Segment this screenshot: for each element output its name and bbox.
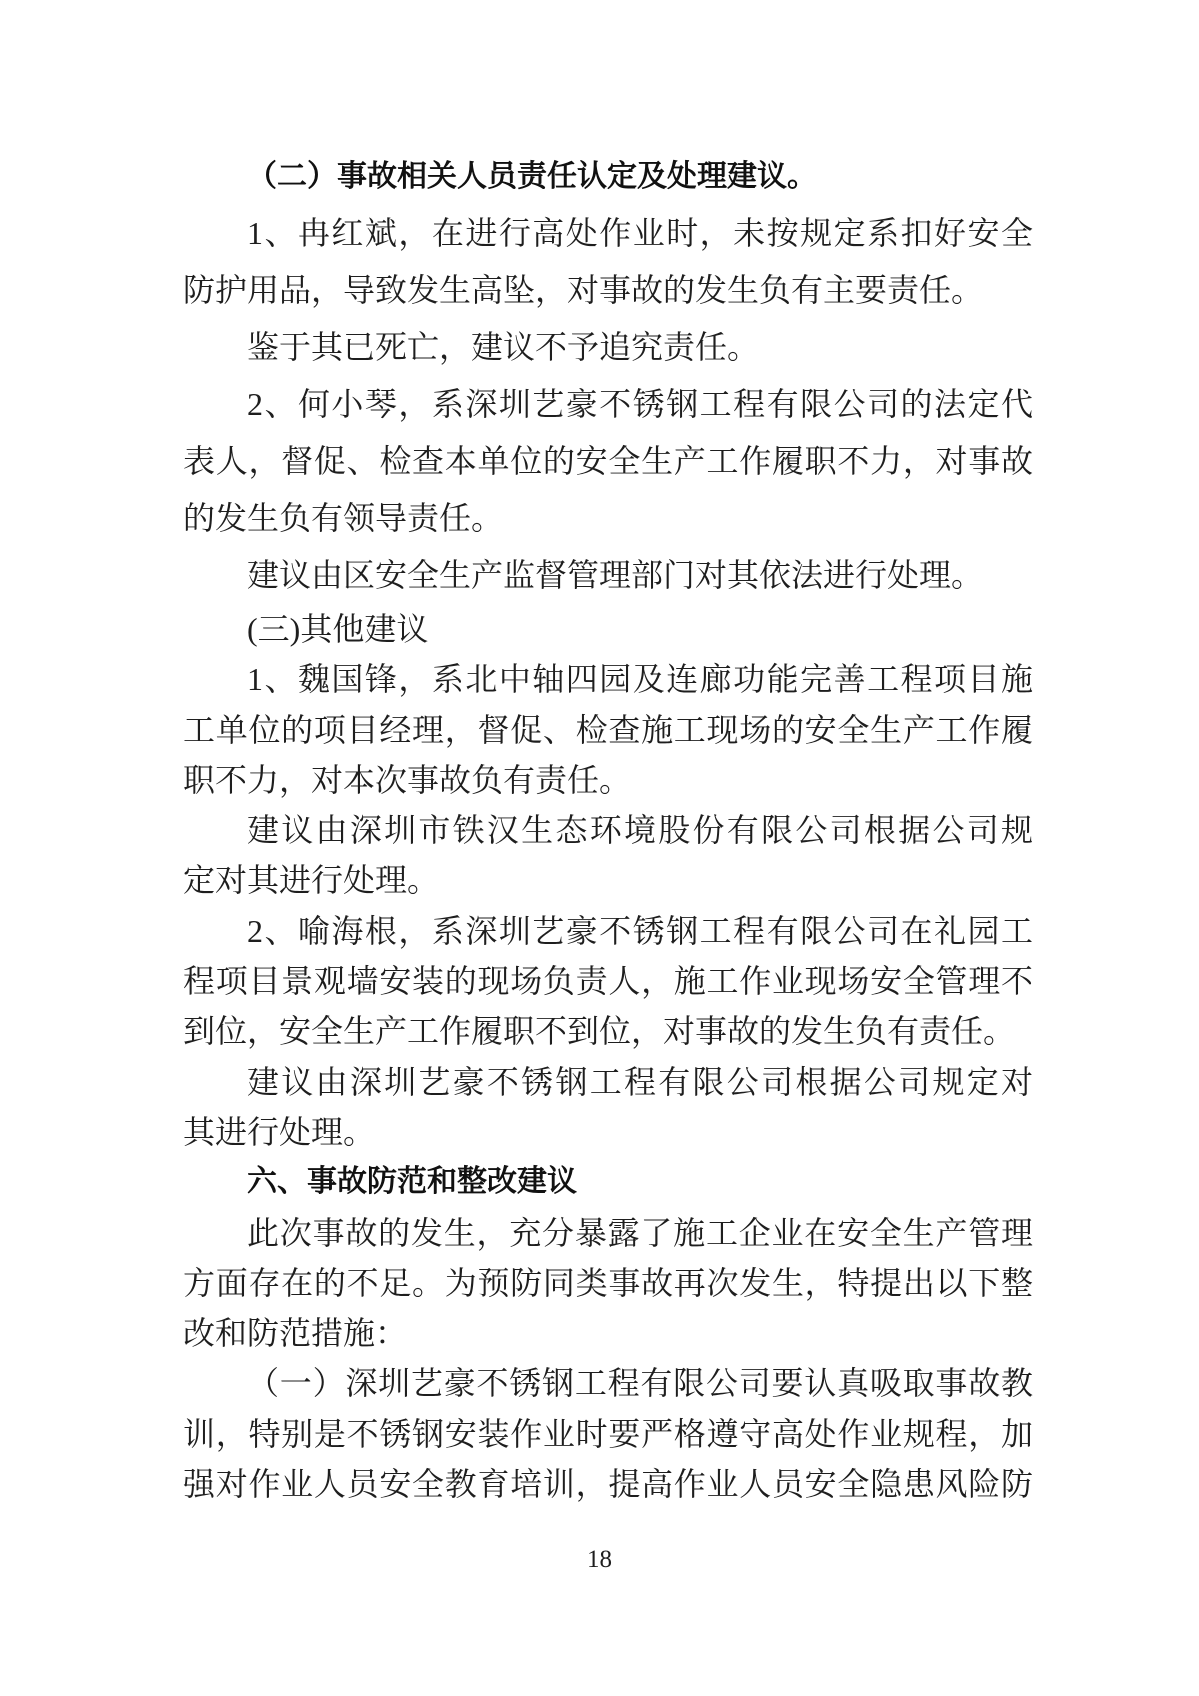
text-line: 防护用品，导致发生高坠，对事故的发生负有主要责任。 <box>183 272 984 308</box>
text-line: 此次事故的发生，充分暴露了施工企业在安全生产管理 <box>247 1214 1033 1251</box>
text-line: 到位，安全生产工作履职不到位，对事故的发生负有责任。 <box>183 1013 1016 1050</box>
text-line: 建议由深圳市铁汉生态环境股份有限公司根据公司规 <box>247 812 1033 849</box>
text-line: 2、喻海根，系深圳艺豪不锈钢工程有限公司在礼园工 <box>247 912 1033 949</box>
body-paragraph <box>183 319 1033 376</box>
text-line: 建议由区安全生产监督管理部门对其依法进行处理。 <box>247 557 984 593</box>
body-paragraph <box>183 1358 1033 1509</box>
text-line: 程项目景观墙安装的现场负责人，施工作业现场安全管理不 <box>183 963 1033 1000</box>
heading-line: 六、事故防范和整改建议 <box>247 1165 577 1199</box>
text-line: 1、魏国锋，系北中轴四园及连廊功能完善工程项目施 <box>247 661 1033 698</box>
text-line: （一）深圳艺豪不锈钢工程有限公司要认真吸取事故教 <box>247 1365 1033 1402</box>
body-paragraph <box>183 604 1033 654</box>
body-paragraph <box>183 547 1033 604</box>
text-line: 定对其进行处理。 <box>183 862 440 899</box>
text-line: 鉴于其已死亡，建议不予追究责任。 <box>247 329 760 365</box>
text-line: 1、冉红斌，在进行高处作业时，未按规定系扣好安全 <box>247 215 1033 251</box>
text-line: 职不力，对本次事故负有责任。 <box>183 761 632 798</box>
text-line: 方面存在的不足。为预防同类事故再次发生，特提出以下整 <box>183 1264 1033 1301</box>
heading-line: （二）事故相关人员责任认定及处理建议。 <box>247 160 817 193</box>
section-heading <box>183 148 1033 205</box>
body-paragraph <box>183 906 1033 1057</box>
text-line: 工单位的项目经理，督促、检查施工现场的安全生产工作履 <box>183 711 1033 748</box>
body-paragraph <box>183 805 1033 906</box>
section-heading <box>183 1157 1033 1207</box>
body-paragraph <box>183 376 1033 547</box>
text-line: 2、何小琴，系深圳艺豪不锈钢工程有限公司的法定代 <box>247 386 1033 422</box>
text-line: 表人，督促、检查本单位的安全生产工作履职不力，对事故 <box>183 443 1033 479</box>
body-paragraph <box>183 654 1033 805</box>
body-paragraph <box>183 205 1033 319</box>
text-line: (三)其他建议 <box>247 611 429 647</box>
body-paragraph <box>183 1208 1033 1359</box>
page-number: 18 <box>587 1546 612 1573</box>
text-line: 训，特别是不锈钢安装作业时要严格遵守高处作业规程，加 <box>183 1415 1033 1452</box>
text-line: 其进行处理。 <box>183 1113 376 1150</box>
document-body <box>183 148 1033 1509</box>
text-line: 改和防范措施： <box>183 1315 408 1352</box>
body-paragraph <box>183 1057 1033 1158</box>
text-line: 的发生负有领导责任。 <box>183 500 504 536</box>
text-line: 强对作业人员安全教育培训，提高作业人员安全隐患风险防 <box>183 1466 1033 1503</box>
text-line: 建议由深圳艺豪不锈钢工程有限公司根据公司规定对 <box>247 1063 1033 1100</box>
